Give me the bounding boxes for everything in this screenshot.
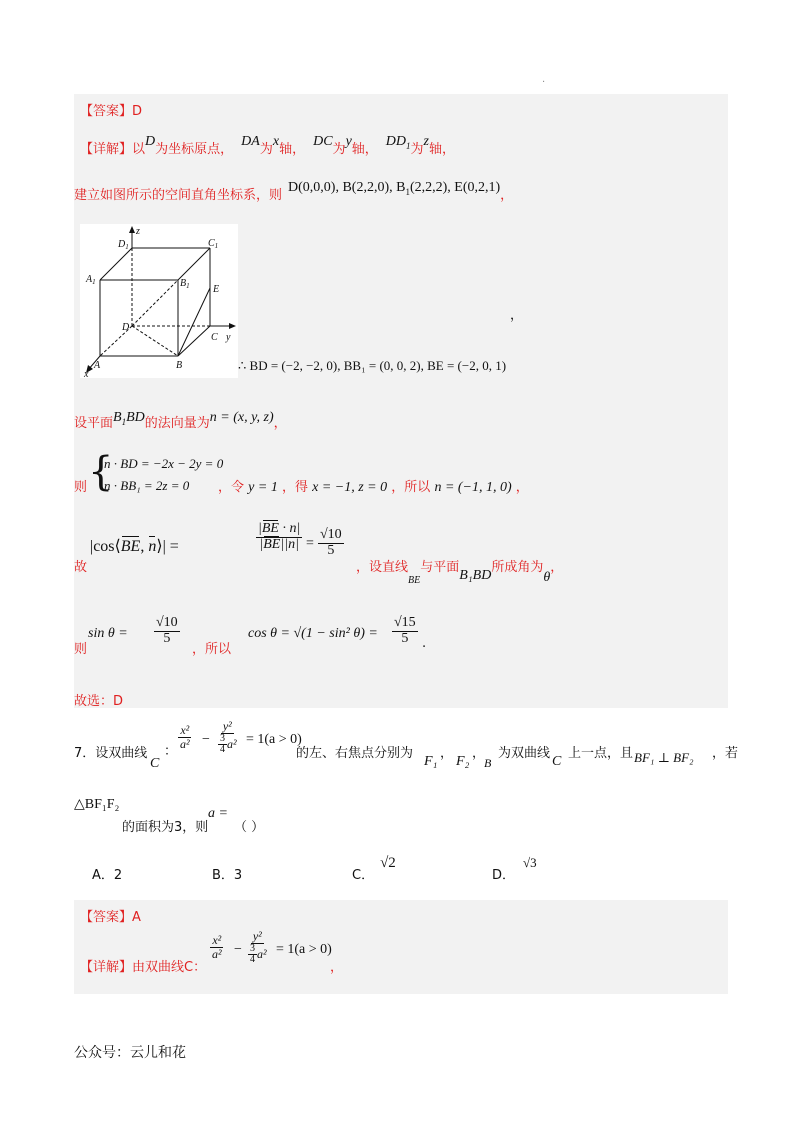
detail-label: 【详解】 bbox=[80, 142, 133, 157]
detail2-label: 【详解】由双曲线C： bbox=[80, 960, 207, 975]
detail-text: 为 bbox=[332, 142, 346, 157]
answer-label-1 bbox=[80, 100, 142, 119]
q7-B: B bbox=[484, 756, 492, 770]
theta: θ bbox=[543, 570, 551, 585]
label-A: A bbox=[94, 360, 101, 371]
detail-text: 轴， bbox=[429, 142, 456, 157]
comma: ， bbox=[440, 746, 454, 761]
q7-paren: （ ） bbox=[234, 820, 265, 835]
q7-C: C bbox=[150, 756, 160, 771]
n-value: n = (−1, 1, 0) bbox=[434, 480, 512, 495]
comma: ， bbox=[515, 480, 529, 495]
text: 所成角为 bbox=[491, 560, 544, 575]
answer-bracket: 【答案】 bbox=[80, 104, 133, 119]
label-B1: $B_1$ bbox=[180, 278, 190, 290]
comma: ， bbox=[472, 746, 486, 761]
axis-DA: DA bbox=[241, 134, 260, 149]
cos-value: $\frac{√10}{5}$ bbox=[320, 527, 342, 558]
cos-result: $\frac{√15}{5}$ bbox=[394, 615, 416, 646]
label-B: B bbox=[176, 360, 183, 371]
d2-y-frac: y² $\frac{3}{4}$ a² bbox=[250, 929, 267, 966]
axis-x: x bbox=[272, 134, 280, 149]
text: 的法向量为 bbox=[144, 416, 210, 431]
label-y: y bbox=[226, 332, 231, 343]
line-BE: BE bbox=[408, 575, 421, 586]
q7-eq: = 1(a > 0) bbox=[246, 732, 302, 747]
axis-DD1: $DD_1$ bbox=[385, 134, 411, 151]
question-7 bbox=[74, 719, 739, 780]
origin-D: D bbox=[145, 134, 156, 149]
cos-fraction: $\frac{|BE \cdot n|}{|BE||n|}$ bbox=[258, 521, 301, 552]
sin-theta: sin θ = bbox=[88, 626, 128, 641]
coordinate-text: 建立如图所示的空间直角坐标系，则 bbox=[74, 188, 283, 203]
label-D1: $D_1$ bbox=[118, 239, 129, 251]
comma: ， bbox=[550, 560, 564, 575]
q7-a: a = bbox=[208, 806, 228, 821]
xz-values: x = −1, z = 0 bbox=[312, 480, 388, 495]
brace: { bbox=[88, 449, 114, 495]
plane-normal-line bbox=[74, 412, 287, 433]
dot-mark: . bbox=[542, 74, 546, 85]
q7-y-frac: y² $\frac{3}{4}$ a² bbox=[220, 719, 237, 756]
detail-text: 轴， bbox=[279, 142, 306, 157]
comma-right: ， bbox=[510, 308, 524, 323]
choose-line-1: 故选：D bbox=[74, 694, 124, 709]
cube-figure bbox=[80, 224, 238, 378]
label-x: x bbox=[84, 369, 89, 378]
so-text: ，所以 bbox=[192, 642, 232, 657]
option-a[interactable]: A．2 bbox=[92, 868, 123, 883]
q7-colon: ： bbox=[164, 744, 178, 759]
cos-theta: cos θ = √(1 − sin² θ) = bbox=[248, 626, 378, 641]
option-c[interactable]: C．√2 bbox=[352, 855, 396, 883]
q7-t5: 的面积为3，则 bbox=[122, 820, 209, 835]
text: ，所以 bbox=[391, 480, 431, 495]
vector-values: ∴ BD = (−2, −2, 0), BB₁ = (0, 0, 2), BE = (−2, 0, 1) bbox=[238, 358, 507, 373]
detail-text: 为坐标原点， bbox=[155, 142, 234, 157]
point-coordinates: D(0,0,0), B(2,2,0), $B_1(2,2,2)$, E(0,2,1) bbox=[288, 180, 501, 197]
gu-text: 故 bbox=[74, 560, 88, 575]
q7-triangle: △BF₁F₂ bbox=[74, 797, 120, 812]
plane-name: $B_1BD$ bbox=[113, 410, 145, 427]
detail-text: 为 bbox=[410, 142, 424, 157]
comma: ， bbox=[273, 416, 287, 431]
q7-F2: F₂ bbox=[456, 754, 470, 769]
detail-text: 为 bbox=[259, 142, 273, 157]
q7-t2: 为双曲线 bbox=[498, 746, 551, 761]
label-C: C bbox=[211, 332, 218, 343]
d2-minus: − bbox=[234, 942, 242, 957]
q7-F1: F₁ bbox=[424, 754, 438, 769]
q7-C2: C bbox=[552, 754, 562, 769]
cube-diagram bbox=[80, 224, 238, 378]
label-A1: $A_1$ bbox=[86, 274, 96, 286]
detail-text: 轴， bbox=[351, 142, 378, 157]
footer-account: 公众号：云儿和花 bbox=[74, 1045, 186, 1061]
q7-number: 7．设双曲线 bbox=[74, 746, 148, 761]
axis-z: z bbox=[423, 134, 429, 149]
q7-t3: 上一点，且 bbox=[568, 746, 634, 761]
equation-1: n · BD = −2x − 2y = 0 bbox=[104, 456, 224, 471]
answer-label-2 bbox=[80, 906, 141, 925]
period: . bbox=[422, 636, 427, 651]
detail-line-1 bbox=[80, 134, 456, 159]
normal-vector: n = (x, y, z) bbox=[209, 410, 274, 425]
text: ，得 bbox=[281, 480, 308, 495]
q7-perp: BF₁ ⊥ BF₂ bbox=[634, 750, 694, 765]
q7-t4: ，若 bbox=[712, 746, 739, 761]
coordinate-line bbox=[74, 180, 514, 205]
answer-bracket: 【答案】 bbox=[80, 910, 133, 925]
solution-panel-2 bbox=[74, 900, 728, 994]
answer-value: D bbox=[132, 104, 143, 119]
option-d[interactable]: D．√3 bbox=[492, 855, 537, 883]
equals: = bbox=[306, 536, 314, 551]
label-z: z bbox=[136, 226, 140, 237]
comma: ， bbox=[500, 188, 514, 203]
label-D: D bbox=[122, 322, 130, 333]
plane-B1BD: B₁BD bbox=[459, 568, 492, 583]
text: ，设直线 bbox=[356, 560, 409, 575]
then-text: 则 bbox=[74, 480, 88, 495]
d2-x-frac: $\frac{\text{x²}}{\text{a²}}$ bbox=[212, 933, 222, 961]
d2-eq: = 1(a > 0) bbox=[276, 942, 332, 957]
text: 与平面 bbox=[420, 560, 460, 575]
label-E: E bbox=[213, 284, 220, 295]
cos-abs: |cos⟨BE, n⟩| = bbox=[90, 538, 179, 555]
detail-text: 以 bbox=[132, 142, 146, 157]
comma: ， bbox=[330, 960, 344, 975]
text: 设平面 bbox=[74, 416, 114, 431]
label-C1: $C_1$ bbox=[208, 238, 219, 250]
ze-text: 则 bbox=[74, 642, 88, 657]
equation-2: n · BB₁ = 2z = 0 bbox=[104, 478, 190, 493]
q7-minus: − bbox=[202, 732, 210, 747]
y-value: y = 1 bbox=[248, 480, 278, 495]
axis-DC: DC bbox=[313, 134, 333, 149]
answer-value: A bbox=[132, 910, 141, 925]
q7-x-frac: $\frac{\text{x²}}{\text{a²}}$ bbox=[180, 723, 190, 751]
q7-t1: 的左、右焦点分别为 bbox=[296, 746, 414, 761]
sin-value: $\frac{√10}{5}$ bbox=[156, 615, 178, 646]
text: ，令 bbox=[218, 480, 245, 495]
axis-y: y bbox=[345, 134, 352, 149]
option-b[interactable]: B．3 bbox=[212, 868, 243, 883]
